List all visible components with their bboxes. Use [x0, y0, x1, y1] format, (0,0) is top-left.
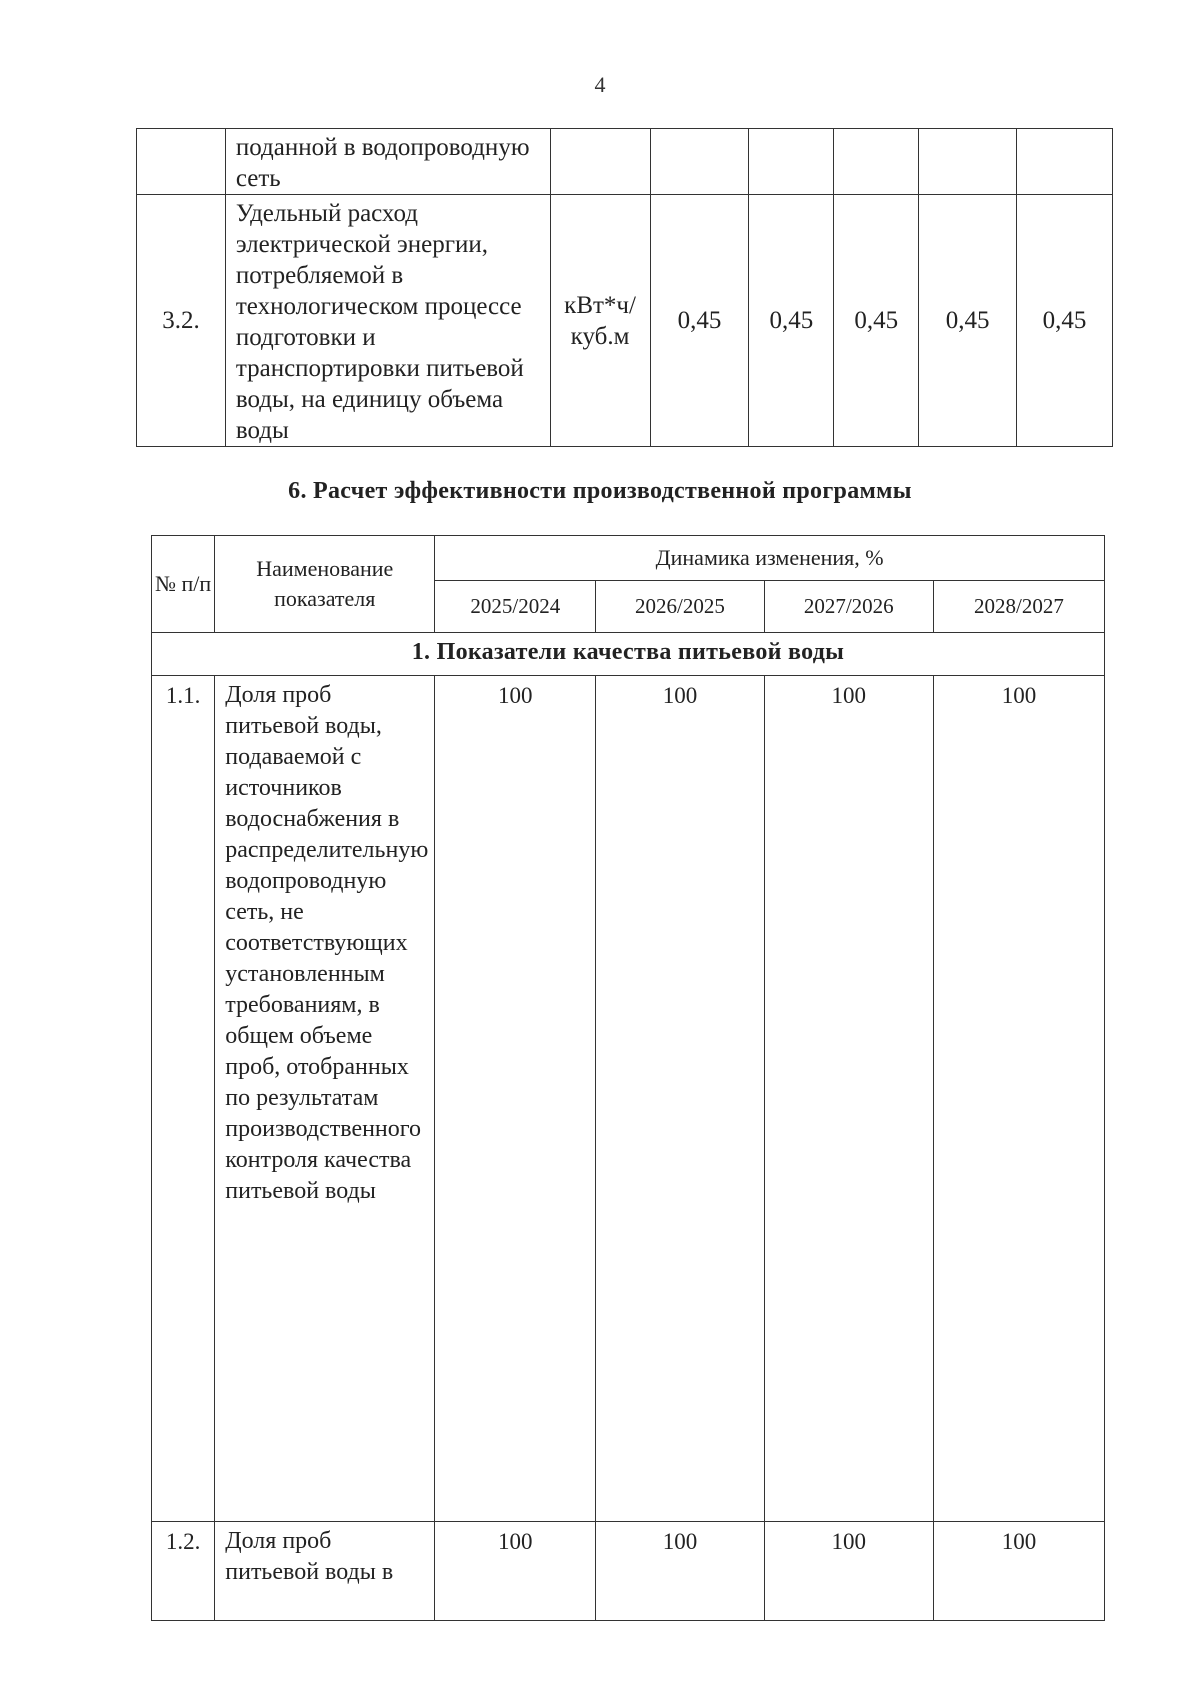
table-cell: [919, 129, 1017, 195]
indicator-name: поданной в водопроводную сеть: [225, 129, 550, 195]
header-year: 2027/2026: [764, 581, 933, 633]
table-cell: [137, 129, 226, 195]
value-cell: 0,45: [650, 195, 749, 447]
row-number: 1.2.: [152, 1522, 215, 1621]
section-row: [152, 633, 1105, 676]
table-row: [152, 676, 1105, 1522]
table-cell: [1017, 129, 1113, 195]
header-year: 2028/2027: [933, 581, 1104, 633]
page-number: 4: [594, 72, 606, 97]
table-cell: [650, 129, 749, 195]
value-cell: 100: [596, 676, 764, 1522]
value-cell: 100: [596, 1522, 764, 1621]
header-number: № п/п: [152, 536, 215, 633]
value-cell: 100: [933, 1522, 1104, 1621]
indicators-table-continued: [136, 128, 1113, 447]
table-row: [152, 1522, 1105, 1621]
header-dynamics: Динамика изменения, %: [435, 536, 1105, 581]
row-number: 1.1.: [152, 676, 215, 1522]
unit-cell: кВт*ч/ куб.м: [550, 195, 650, 447]
value-cell: 0,45: [834, 195, 919, 447]
section-heading: 1. Показатели качества питьевой воды: [152, 633, 1105, 676]
value-cell: 100: [764, 676, 933, 1522]
table-cell: [550, 129, 650, 195]
value-cell: 0,45: [749, 195, 834, 447]
header-name: Наименование показателя: [215, 536, 435, 633]
value-cell: 100: [435, 1522, 596, 1621]
indicator-name: Доля проб питьевой воды в: [215, 1522, 435, 1621]
indicator-name: Удельный расход электрической энергии, потребляемой в технологическом процессе подготовки и транспортировки питьевой воды, на единицу объема воды: [225, 195, 550, 447]
header-year: 2025/2024: [435, 581, 596, 633]
value-cell: 100: [435, 676, 596, 1522]
section-title: 6. Расчет эффективности производственной программы: [288, 478, 912, 504]
table-row: [137, 129, 1113, 195]
table-cell: [749, 129, 834, 195]
table-cell: [834, 129, 919, 195]
indicator-name: Доля проб питьевой воды, подаваемой с источников водоснабжения в распределительную водопроводную сеть, не соответствующих установленным требованиям, в общем объеме проб, отобранных по результатам производственного контроля качества питьевой воды: [215, 676, 435, 1522]
value-cell: 0,45: [1017, 195, 1113, 447]
table-header-row: [152, 536, 1105, 581]
value-cell: 100: [764, 1522, 933, 1621]
row-number: 3.2.: [137, 195, 226, 447]
efficiency-table: [151, 535, 1105, 1621]
value-cell: 0,45: [919, 195, 1017, 447]
table-row: [137, 195, 1113, 447]
value-cell: 100: [933, 676, 1104, 1522]
header-year: 2026/2025: [596, 581, 764, 633]
